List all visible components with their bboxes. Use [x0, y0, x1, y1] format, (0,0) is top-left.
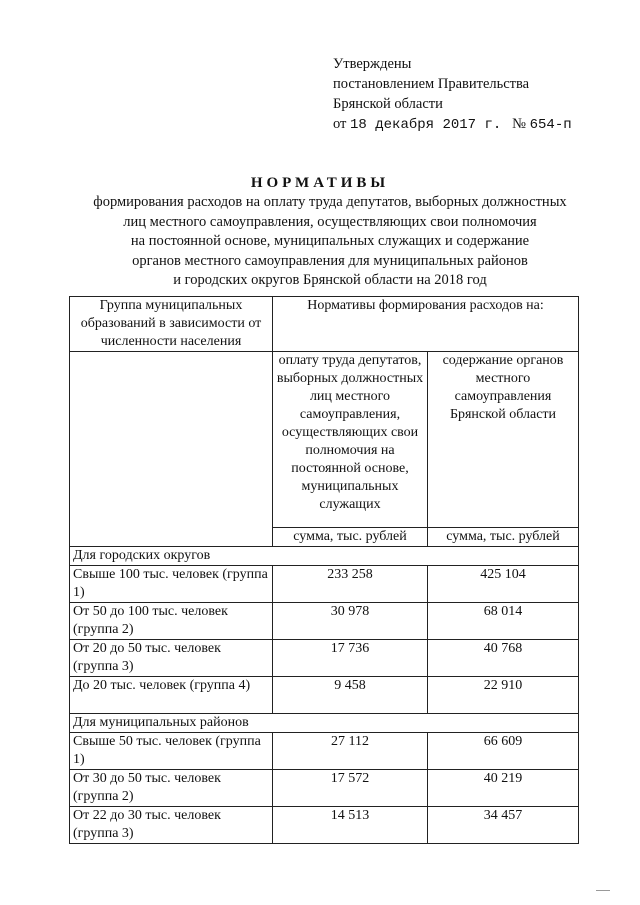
decree-date: 18 декабря 2017 г. [350, 117, 502, 133]
section-title: Для городских округов [70, 547, 579, 566]
document-title: НОРМАТИВЫ [250, 175, 390, 191]
subtitle-line1: формирования расходов на оплату труда депутатов, выборных должностных [93, 194, 567, 210]
table-row [70, 640, 579, 677]
row-value-col2: 425 104 [428, 566, 579, 603]
table-row [70, 566, 579, 603]
approval-line2: постановлением Правительства [333, 76, 530, 92]
row-value-col1: 17 572 [273, 770, 428, 807]
section-row [70, 714, 579, 733]
table-row [70, 677, 579, 714]
row-value-col2: 34 457 [428, 807, 579, 844]
table-row [70, 733, 579, 770]
row-value-col1: 9 458 [273, 677, 428, 714]
row-label: От 50 до 100 тыс. человек (группа 2) [70, 603, 273, 640]
subtitle-line2: лиц местного самоуправления, осуществляющих свои полномочия [123, 213, 537, 230]
row-value-col2: 66 609 [428, 733, 579, 770]
col1-header: оплату труда депутатов, выборных должностных лиц местного самоуправления, осуществляющих свои полномочия на постоянной основе, муниципальных служащих [273, 352, 428, 528]
decree-line [333, 114, 623, 135]
page-edge-mark [596, 890, 610, 891]
table-row [70, 807, 579, 844]
row-label: Свыше 50 тыс. человек (группа 1) [70, 733, 273, 770]
row-label: Свыше 100 тыс. человек (группа 1) [70, 566, 273, 603]
row-label: До 20 тыс. человек (группа 4) [70, 677, 273, 714]
row-label: От 20 до 50 тыс. человек (группа 3) [70, 640, 273, 677]
section-row [70, 547, 579, 566]
subtitle-line4: органов местного самоуправления для муниципальных районов [132, 252, 528, 269]
row-value-col2: 22 910 [428, 677, 579, 714]
norms-table [69, 296, 579, 844]
decree-number-label: № [512, 116, 526, 132]
decree-prefix: от [333, 116, 347, 132]
approval-block [333, 54, 623, 135]
row-value-col1: 14 513 [273, 807, 428, 844]
group-header: Группа муниципальных образований в зависимости от численности населения [70, 297, 273, 352]
approval-line1: Утверждены [333, 56, 412, 72]
row-value-col1: 30 978 [273, 603, 428, 640]
row-label: От 30 до 50 тыс. человек (группа 2) [70, 770, 273, 807]
subtitle-line3: на постоянной основе, муниципальных служащих и содержание [130, 233, 530, 249]
row-label: От 22 до 30 тыс. человек (группа 3) [70, 807, 273, 844]
approval-line3: Брянской области [333, 96, 443, 112]
norms-header: Нормативы формирования расходов на: [273, 297, 579, 352]
document-subtitle [80, 193, 580, 291]
subtitle-line5: и городских округов Брянской области на 2018 год [173, 272, 487, 288]
table-row [70, 770, 579, 807]
row-value-col2: 68 014 [428, 603, 579, 640]
col2-header: содержание органов местного самоуправления Брянской области [428, 352, 579, 528]
row-value-col2: 40 219 [428, 770, 579, 807]
decree-number: 654-п [529, 117, 572, 133]
table-row [70, 603, 579, 640]
section-title: Для муниципальных районов [70, 714, 579, 733]
row-value-col2: 40 768 [428, 640, 579, 677]
col1-unit: сумма, тыс. рублей [273, 528, 428, 547]
row-value-col1: 27 112 [273, 733, 428, 770]
col2-unit: сумма, тыс. рублей [428, 528, 579, 547]
row-value-col1: 17 736 [273, 640, 428, 677]
row-value-col1: 233 258 [273, 566, 428, 603]
empty-header-cell [70, 352, 273, 547]
